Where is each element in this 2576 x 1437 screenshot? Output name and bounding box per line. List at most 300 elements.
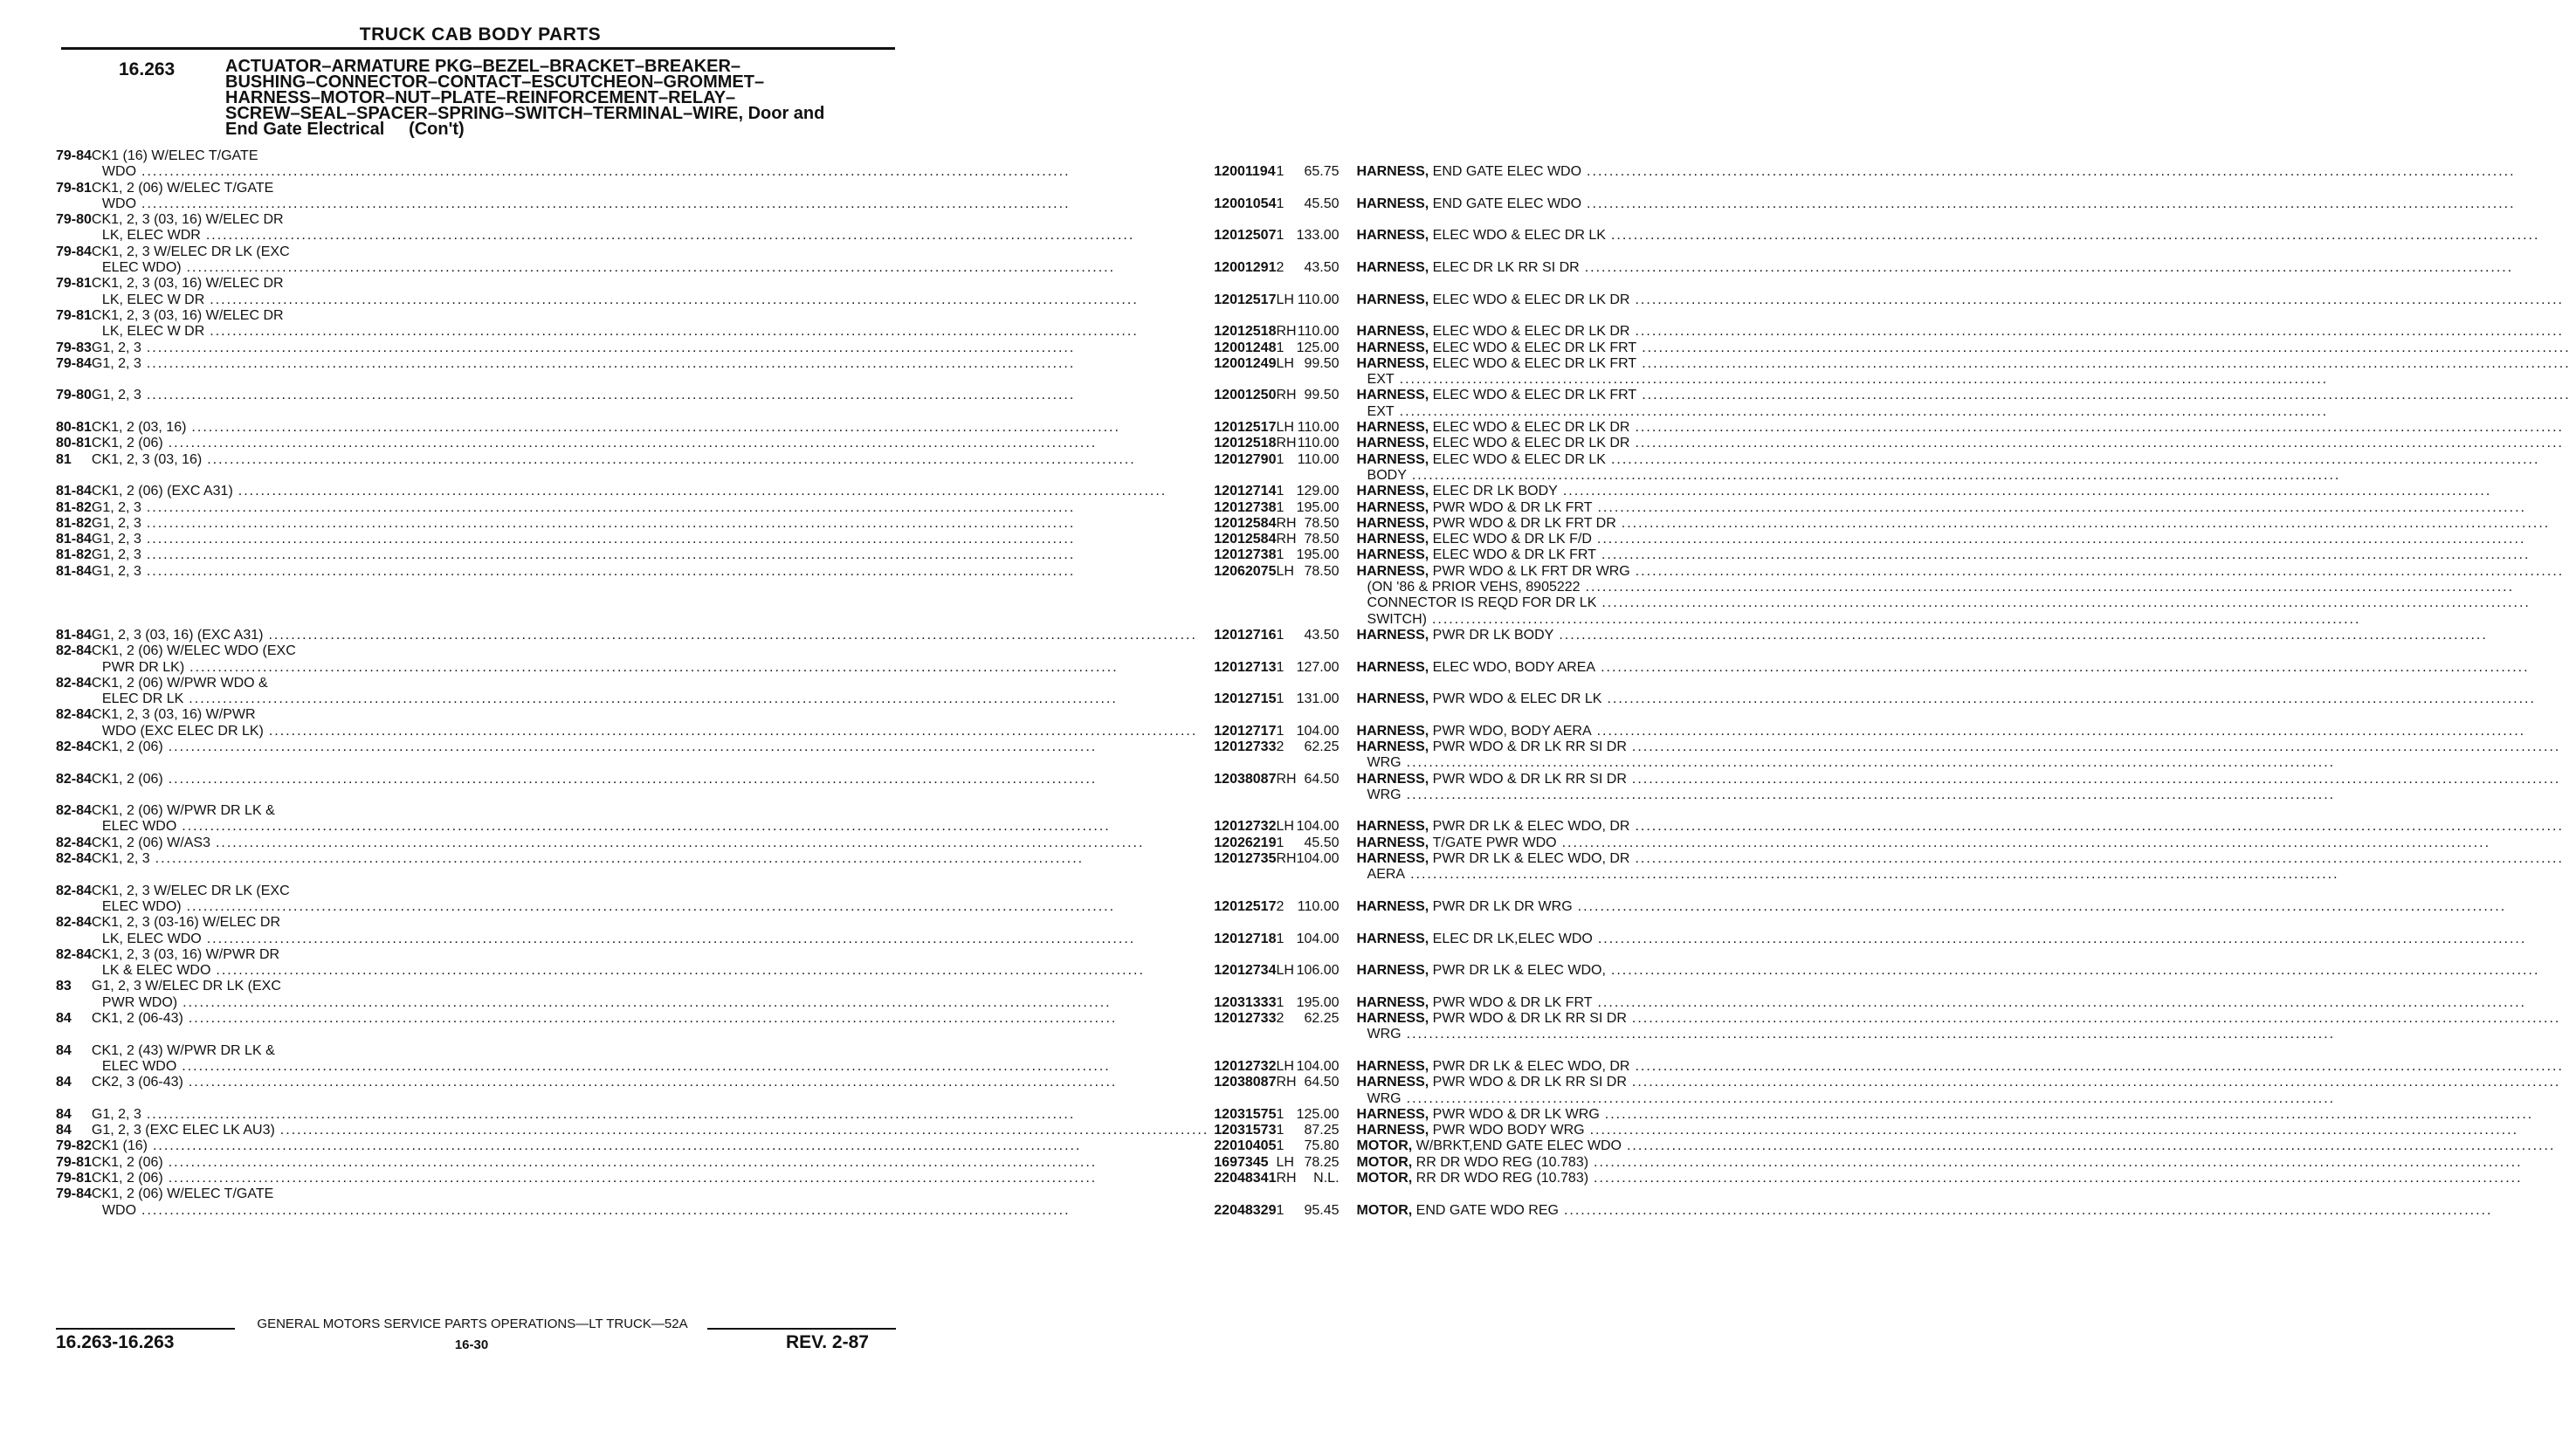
spacer	[1276, 468, 1296, 484]
spacer	[1214, 884, 1276, 899]
part-name-text: ELEC WDO & DR LK FRT	[1432, 547, 1596, 563]
leader-dots	[1597, 532, 2571, 547]
price	[1297, 436, 1357, 451]
part-name-line	[1357, 1107, 2576, 1123]
price	[1297, 181, 1357, 213]
part-name-text: EXT	[1367, 403, 1395, 419]
quantity-value: 1	[1276, 196, 1285, 211]
description-text: G1, 2, 3 (03, 16) (EXC A31)	[91, 627, 264, 643]
description-line	[92, 739, 1214, 755]
part-number-value: 12001248	[1214, 340, 1277, 355]
part-number	[1214, 1171, 1276, 1186]
description-text: CK1, 2, 3 W/ELEC DR LK (EXC	[91, 244, 290, 259]
part-number-value: 12012584	[1214, 515, 1277, 531]
price-value: 129.00	[1296, 484, 1340, 499]
price	[1297, 308, 1357, 340]
leader-dots	[269, 724, 1209, 739]
description-line	[92, 676, 1214, 691]
description-line	[92, 196, 1214, 212]
top-divider	[61, 47, 895, 50]
part-name	[1357, 420, 2576, 436]
part-name-text: PWR WDO & DR LK RR SI DR	[1432, 739, 1627, 754]
description-line	[92, 867, 1214, 883]
description-line	[92, 516, 1214, 532]
price	[1297, 851, 1357, 884]
spacer	[1297, 1091, 1340, 1107]
quantity	[1276, 643, 1296, 676]
description-text	[92, 787, 106, 803]
quantity-value: 1	[1276, 451, 1285, 467]
leader-dots	[1594, 1171, 2571, 1186]
description-line	[92, 835, 1214, 851]
part-number-value: 12012738	[1214, 547, 1277, 563]
part-type-keyword: HARNESS,	[1356, 851, 1429, 867]
footer-divider-left	[56, 1328, 235, 1330]
leader-dots	[1597, 724, 2571, 739]
spacer	[1214, 1043, 1276, 1059]
description-line	[92, 532, 1214, 547]
description-text: CK1, 2 (06)	[91, 1171, 163, 1186]
application-description	[92, 772, 1214, 804]
spacer	[1297, 867, 1340, 883]
part-type-keyword: HARNESS,	[1356, 451, 1429, 467]
description-text	[92, 595, 106, 611]
table-row	[56, 1138, 2576, 1154]
leader-dots	[1597, 500, 2570, 516]
leader-dots	[1586, 580, 2571, 595]
part-name	[1357, 915, 2576, 947]
part-name	[1357, 340, 2576, 356]
part-name	[1357, 643, 2576, 676]
application-description	[92, 516, 1214, 532]
description-line	[92, 851, 1214, 867]
part-number-value: 22010405	[1214, 1138, 1277, 1154]
part-type-keyword: HARNESS,	[1356, 547, 1429, 563]
description-line	[92, 612, 1214, 628]
spacer	[1276, 181, 1296, 196]
table-row	[56, 1123, 2576, 1138]
part-name-line	[1357, 595, 2576, 611]
price	[1297, 1107, 1357, 1123]
description-text: CK1, 2 (06)	[91, 436, 163, 451]
leader-dots	[1611, 963, 2571, 979]
spacer	[1214, 1186, 1276, 1202]
part-type-keyword: HARNESS,	[1356, 819, 1429, 835]
part-number	[1214, 532, 1276, 547]
description-line	[92, 755, 1214, 771]
part-number-value: 12038087	[1214, 771, 1277, 787]
price-value: 45.50	[1304, 835, 1340, 850]
part-name-text: ELEC WDO & ELEC DR LK FRT	[1432, 355, 1637, 371]
part-name-text: PWR WDO, BODY AERA	[1432, 723, 1592, 739]
description-line	[92, 995, 1214, 1011]
application-description	[92, 340, 1214, 356]
price-value: 195.00	[1296, 499, 1340, 515]
part-number-value: 12031573	[1214, 1123, 1277, 1138]
description-line	[92, 707, 1214, 723]
price-value: 125.00	[1296, 340, 1340, 355]
part-number-value: 12012716	[1214, 627, 1277, 643]
part-name	[1357, 452, 2576, 485]
leader-dots	[1590, 1123, 2571, 1138]
description-text: G1, 2, 3	[91, 532, 141, 547]
table-row	[56, 340, 2576, 356]
spacer	[1276, 1091, 1296, 1107]
quantity-value: 1	[1276, 1138, 1285, 1154]
spacer	[1276, 212, 1296, 228]
part-name-text: END GATE ELEC WDO	[1432, 164, 1582, 180]
price-value: 110.00	[1297, 420, 1340, 436]
description-text: LK & ELEC WDO	[101, 963, 211, 979]
model-year: 82-84	[56, 739, 92, 754]
table-row	[56, 947, 2576, 980]
quantity-value: 2	[1276, 1011, 1285, 1027]
spacer	[1214, 643, 1276, 659]
table-row	[56, 276, 2576, 308]
part-number	[1214, 1043, 1276, 1076]
leader-dots	[1598, 932, 2571, 947]
spacer	[1214, 676, 1276, 691]
price-value: 65.75	[1304, 164, 1340, 180]
price	[1297, 532, 1357, 547]
part-name-line	[1357, 292, 2576, 308]
part-number	[1214, 1011, 1276, 1043]
application-description	[92, 707, 1214, 739]
spacer	[1276, 707, 1296, 723]
part-type-keyword: HARNESS,	[1356, 532, 1429, 547]
description-text	[92, 1027, 106, 1042]
price	[1297, 707, 1357, 739]
quantity	[1276, 884, 1296, 916]
price	[1297, 244, 1357, 277]
model-year: 82-84	[56, 675, 92, 691]
leader-dots	[1587, 196, 2571, 212]
parts-table	[56, 148, 2576, 1219]
part-number	[1214, 388, 1276, 420]
part-name	[1357, 181, 2576, 213]
part-name-line	[1357, 340, 2576, 356]
price	[1297, 803, 1357, 835]
spacer	[1276, 308, 1296, 324]
leader-dots	[1407, 787, 2571, 803]
part-name	[1357, 356, 2576, 388]
spacer	[1297, 580, 1340, 595]
spacer	[1276, 755, 1296, 771]
part-name-text: PWR WDO & DR LK RR SI DR	[1432, 771, 1627, 787]
leader-dots	[189, 1011, 1209, 1027]
part-number	[1214, 276, 1276, 308]
part-number-value: 12062075	[1214, 563, 1277, 579]
part-number-value: 12012732	[1214, 819, 1277, 835]
quantity-value: RH	[1276, 1075, 1297, 1090]
table-row	[56, 915, 2576, 947]
part-name-line	[1357, 164, 2576, 180]
part-name-line	[1357, 1027, 2576, 1042]
leader-dots	[141, 1203, 1209, 1219]
description-line	[92, 500, 1214, 516]
part-type-keyword: HARNESS,	[1356, 436, 1429, 451]
price	[1297, 452, 1357, 485]
quantity	[1276, 436, 1296, 451]
description-text: WDO	[101, 196, 137, 211]
part-type-keyword: HARNESS,	[1356, 835, 1429, 850]
price-value: 78.50	[1304, 532, 1340, 547]
spacer	[1297, 803, 1340, 819]
part-type-keyword: HARNESS,	[1356, 292, 1429, 307]
spacer	[1357, 308, 2576, 324]
part-number-value: 12012717	[1214, 723, 1277, 739]
part-name-text: W/BRKT,END GATE ELEC WDO	[1415, 1138, 1622, 1154]
spacer	[1297, 148, 1340, 164]
part-name-text: PWR DR LK DR WRG	[1432, 898, 1573, 914]
table-row	[56, 1186, 2576, 1219]
leader-dots	[147, 1107, 1209, 1123]
description-text	[92, 1091, 106, 1107]
spacer	[1297, 643, 1340, 659]
table-row	[56, 1043, 2576, 1076]
part-name-text: PWR WDO & DR LK WRG	[1432, 1106, 1600, 1122]
part-type-keyword: HARNESS,	[1356, 420, 1429, 436]
part-name	[1357, 1123, 2576, 1138]
price	[1297, 1171, 1357, 1186]
quantity-value: RH	[1276, 532, 1297, 547]
quantity	[1276, 308, 1296, 340]
spacer	[1276, 595, 1296, 611]
description-text	[92, 468, 106, 484]
spacer	[1214, 612, 1276, 628]
spacer	[1276, 1043, 1296, 1059]
description-line	[92, 595, 1214, 611]
price	[1297, 1186, 1357, 1219]
part-number-value: 12012507	[1214, 228, 1277, 244]
spacer	[1276, 787, 1296, 803]
spacer	[1297, 755, 1340, 771]
application-description	[92, 356, 1214, 388]
part-type-keyword: HARNESS,	[1356, 164, 1429, 180]
model-year: 82-84	[56, 707, 92, 723]
quantity	[1276, 1107, 1296, 1123]
leader-dots	[169, 1155, 1209, 1171]
part-number-value: 12001194	[1214, 164, 1276, 180]
price-value: 110.00	[1297, 436, 1340, 451]
description-text: G1, 2, 3	[91, 563, 141, 579]
description-text: G1, 2, 3	[91, 515, 141, 531]
part-number-value: 12012733	[1214, 1011, 1277, 1027]
price-value: 195.00	[1296, 547, 1340, 563]
application-description	[92, 547, 1214, 563]
part-name	[1357, 308, 2576, 340]
description-text: CK1, 2 (06)	[91, 771, 163, 787]
description-line	[92, 308, 1214, 324]
price-value: 110.00	[1297, 324, 1340, 340]
part-type-keyword: HARNESS,	[1356, 659, 1429, 675]
leader-dots	[182, 819, 1209, 835]
application-description	[92, 1155, 1214, 1171]
part-number	[1214, 1138, 1276, 1154]
part-type-keyword: MOTOR,	[1356, 1202, 1413, 1218]
leader-dots	[147, 356, 1209, 372]
quantity	[1276, 420, 1296, 436]
quantity	[1276, 276, 1296, 308]
application-description	[92, 532, 1214, 547]
description-line	[92, 436, 1214, 451]
spacer	[1214, 707, 1276, 723]
application-description	[92, 1075, 1214, 1107]
quantity	[1276, 212, 1296, 244]
quantity	[1276, 1171, 1296, 1186]
description-text: CK1, 2, 3 (03, 16) W/ELEC DR	[91, 307, 284, 323]
description-line	[92, 979, 1214, 994]
spacer	[1214, 148, 1276, 164]
application-description	[92, 1186, 1214, 1219]
table-row	[56, 148, 2576, 181]
spacer	[1297, 676, 1340, 691]
page-title: TRUCK CAB BODY PARTS	[359, 24, 602, 45]
spacer	[1214, 755, 1276, 771]
part-name	[1357, 1186, 2576, 1219]
part-name-line	[1357, 691, 2576, 707]
part-name-line	[1357, 228, 2576, 244]
part-name	[1357, 1011, 2576, 1043]
part-number	[1214, 420, 1276, 436]
description-line	[92, 420, 1214, 436]
part-type-keyword: HARNESS,	[1356, 963, 1429, 979]
leader-dots	[191, 420, 1209, 436]
part-name-line	[1357, 995, 2576, 1011]
table-row	[56, 1011, 2576, 1043]
price-value: 99.50	[1304, 388, 1340, 403]
spacer	[1276, 867, 1296, 883]
table-row	[56, 1171, 2576, 1186]
description-line	[92, 884, 1214, 899]
part-number	[1214, 547, 1276, 563]
part-name-text: END GATE WDO REG	[1415, 1202, 1559, 1218]
leader-dots	[147, 547, 1209, 563]
part-name-line	[1357, 963, 2576, 979]
description-text	[92, 612, 106, 628]
model-year: 82-84	[56, 643, 92, 659]
description-line	[92, 404, 1214, 420]
footer-publisher: GENERAL MOTORS SERVICE PARTS OPERATIONS—LT TRUCK—52A	[257, 1317, 688, 1331]
spacer	[1214, 468, 1276, 484]
quantity	[1276, 772, 1296, 804]
part-name-line	[1357, 468, 2576, 484]
part-number-value: 12012517	[1214, 420, 1277, 436]
description-line	[92, 356, 1214, 372]
part-name	[1357, 484, 2576, 499]
price-value: 195.00	[1296, 994, 1340, 1010]
model-year: 79-83	[56, 340, 92, 355]
part-number-value: 22048341	[1214, 1171, 1277, 1186]
description-line	[92, 803, 1214, 819]
price	[1297, 484, 1357, 499]
part-name-text: WRG	[1367, 1027, 1402, 1042]
part-number-value: 12012738	[1214, 499, 1277, 515]
description-line	[92, 819, 1214, 835]
leader-dots	[189, 1075, 1209, 1090]
part-name-line	[1357, 612, 2576, 628]
part-name-text: WRG	[1367, 1090, 1402, 1106]
quantity-value: 1	[1276, 691, 1285, 707]
leader-dots	[1635, 819, 2570, 835]
leader-dots	[147, 388, 1209, 403]
part-type-keyword: HARNESS,	[1356, 563, 1429, 579]
part-name-line	[1357, 787, 2576, 803]
spacer	[1357, 148, 2576, 164]
part-number	[1214, 628, 1276, 643]
description-text: G1, 2, 3	[91, 547, 141, 563]
spacer	[1297, 787, 1340, 803]
parts-table-body	[56, 148, 2576, 1219]
description-text	[92, 372, 106, 388]
section-title-line: HARNESS–MOTOR–NUT–PLATE–REINFORCEMENT–RELAY–	[225, 88, 736, 107]
leader-dots	[1597, 995, 2570, 1011]
leader-dots	[1410, 867, 2571, 883]
price	[1297, 739, 1357, 772]
part-number	[1214, 148, 1276, 181]
quantity-value: LH	[1276, 292, 1294, 307]
application-description	[92, 739, 1214, 772]
part-number	[1214, 739, 1276, 772]
part-name-text: ELEC WDO & ELEC DR LK DR	[1432, 420, 1630, 436]
quantity-value: 1	[1276, 1123, 1285, 1138]
price-value: 62.25	[1304, 739, 1340, 754]
price	[1297, 1075, 1357, 1107]
description-text: CK1, 2 (06) W/PWR WDO &	[91, 675, 268, 691]
description-line	[92, 1123, 1214, 1138]
part-number	[1214, 564, 1276, 628]
table-row	[56, 532, 2576, 547]
section-title-line: BUSHING–CONNECTOR–CONTACT–ESCUTCHEON–GROMMET–	[225, 72, 765, 92]
part-number	[1214, 1123, 1276, 1138]
application-description	[92, 452, 1214, 485]
part-name-text: END GATE ELEC WDO	[1432, 196, 1582, 211]
part-name-line	[1357, 324, 2576, 340]
part-name-text: ELEC DR LK BODY	[1432, 484, 1558, 499]
leader-dots	[1578, 899, 2571, 915]
table-row	[56, 1155, 2576, 1171]
part-type-keyword: HARNESS,	[1356, 994, 1429, 1010]
description-text: CK1, 2, 3 (03-16) W/ELEC DR	[91, 915, 280, 931]
model-year: 84	[56, 1123, 72, 1138]
leader-dots	[1635, 851, 2570, 867]
leader-dots	[1563, 484, 2571, 499]
part-name-line	[1357, 547, 2576, 563]
part-type-keyword: HARNESS,	[1356, 1058, 1429, 1074]
part-name-line	[1357, 580, 2576, 595]
part-name-text: ELEC WDO & ELEC DR LK DR	[1432, 292, 1630, 307]
part-name-line	[1357, 564, 2576, 580]
leader-dots	[1632, 1075, 2571, 1090]
quantity	[1276, 181, 1296, 213]
price	[1297, 547, 1357, 563]
spacer	[1357, 244, 2576, 260]
model-year: 79-81	[56, 180, 92, 196]
description-text: G1, 2, 3	[91, 340, 141, 355]
spacer	[1297, 915, 1340, 931]
part-name	[1357, 803, 2576, 835]
description-line	[92, 1059, 1214, 1075]
spacer	[1297, 707, 1340, 723]
leader-dots	[1432, 612, 2571, 628]
description-text: CK1, 2 (06) W/ELEC T/GATE	[91, 1186, 274, 1202]
description-text: CK1, 2 (06) W/AS3	[91, 835, 210, 850]
leader-dots	[1601, 595, 2570, 611]
description-text: CK1, 2, 3	[91, 851, 150, 867]
table-row	[56, 643, 2576, 676]
part-name-text: WRG	[1367, 787, 1402, 802]
description-text: CK1, 2, 3 (03, 16)	[91, 451, 203, 467]
